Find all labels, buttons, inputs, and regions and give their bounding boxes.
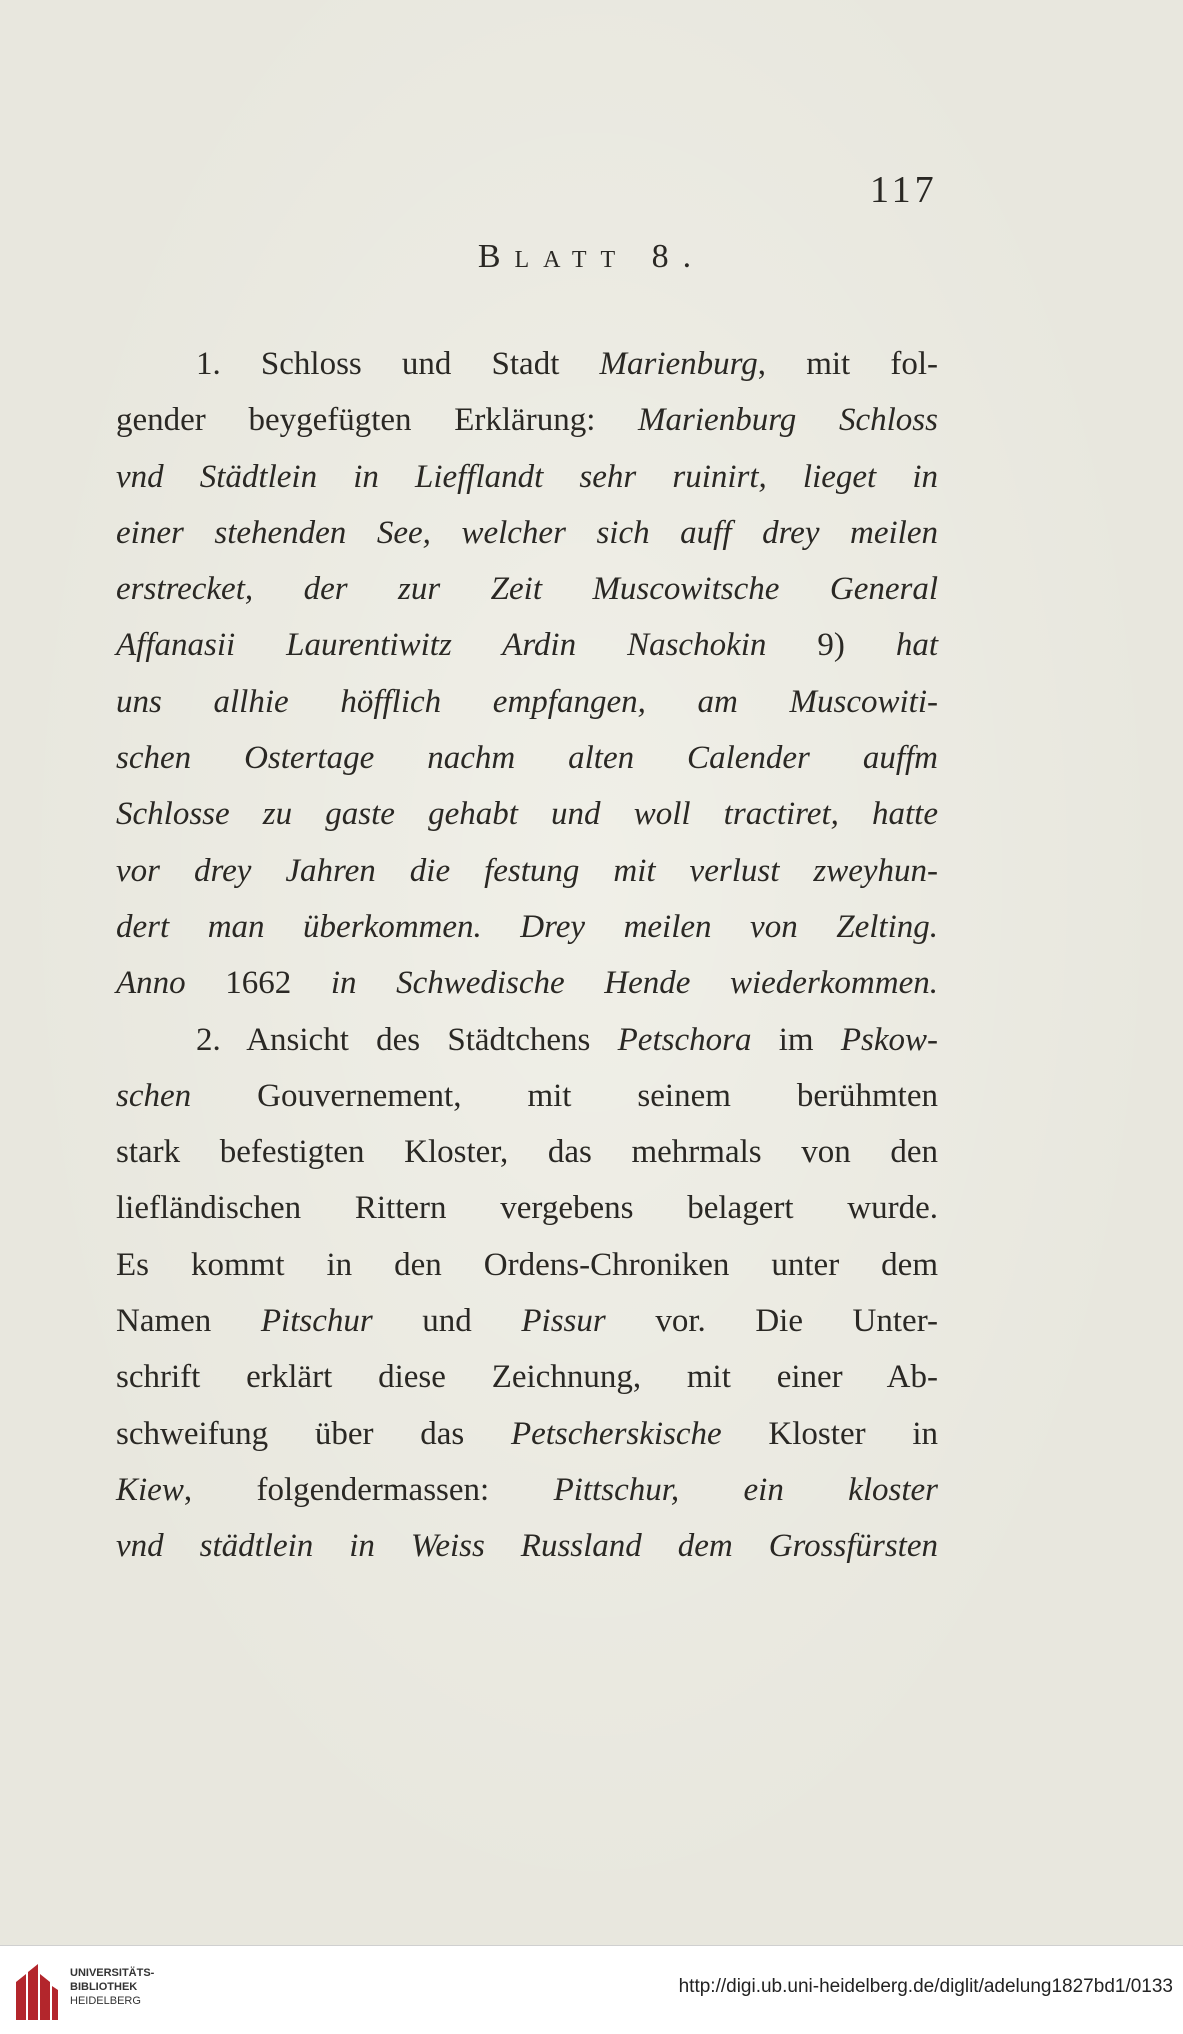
roman-text: gender beygefügten Erklärung: <box>116 402 639 439</box>
roman-text: schweifung über das <box>116 1415 511 1452</box>
italic-text: hat <box>895 627 938 664</box>
italic-text: Petscherskische <box>510 1415 722 1452</box>
text-line <box>116 336 938 392</box>
footer-bar <box>0 1945 1183 2034</box>
italic-text: Affanasii Laurentiwitz Ardin Naschokin <box>116 627 818 664</box>
text-line <box>116 955 938 1011</box>
text-line <box>116 617 938 673</box>
roman-text: , folgendermassen: <box>183 1471 554 1508</box>
library-name <box>70 1966 154 2008</box>
roman-text: liefländischen Rittern vergebens belagert wurde. <box>116 1190 938 1227</box>
text-line <box>116 1293 938 1349</box>
italic-text: Marienburg <box>599 346 758 382</box>
roman-text: 9) <box>817 627 896 664</box>
text-line <box>116 1012 938 1068</box>
text-line <box>116 899 938 955</box>
text-line <box>116 505 938 561</box>
text-line <box>116 1406 938 1462</box>
text-line <box>116 561 938 617</box>
italic-text: Petschora <box>617 1021 752 1058</box>
italic-text: schen <box>116 1077 192 1114</box>
section-heading: Blatt 8. <box>477 238 706 275</box>
italic-text: Schlosse zu gaste gehabt und woll tractiret, hatte <box>116 796 938 833</box>
italic-text: vnd städtlein in Weiss Russland dem Grossfürsten <box>116 1528 938 1565</box>
italic-text: Pittschur, ein kloster <box>553 1471 938 1508</box>
library-name-line1: UNIVERSITÄTS- <box>70 1967 155 1979</box>
text-line <box>116 843 938 899</box>
italic-text: einer stehenden See, welcher sich auff drey meilen <box>116 514 938 551</box>
roman-text: Es kommt in den Ordens-Chroniken unter dem <box>116 1246 938 1283</box>
roman-text: vor. Die Unter- <box>605 1303 939 1340</box>
text-line <box>116 1124 938 1180</box>
roman-text: stark befestigten Kloster, das mehrmals von den <box>116 1134 938 1171</box>
italic-text: vnd Städtlein in Liefflandt sehr ruinirt, lieget in <box>116 458 938 495</box>
text-line <box>116 1518 938 1574</box>
italic-text: Pissur <box>521 1303 606 1340</box>
roman-text: 1. Schloss und Stadt <box>196 346 600 382</box>
italic-text: Marienburg Schloss <box>638 402 938 439</box>
italic-text: Anno <box>116 965 226 1002</box>
roman-text: 2. Ansicht des Städtchens <box>196 1021 618 1058</box>
italic-text: in Schwedische Hende wiederkommen. <box>330 965 938 1002</box>
roman-text: Gouvernement, mit seinem berühmten <box>191 1077 938 1114</box>
roman-text: Namen <box>116 1303 261 1340</box>
text-line <box>116 1068 938 1124</box>
text-line <box>116 674 938 730</box>
text-line <box>116 392 938 448</box>
roman-text: Kloster in <box>721 1415 938 1452</box>
source-url-link[interactable]: http://digi.ub.uni-heidelberg.de/diglit/adelung1827bd1/0133 <box>678 1976 1173 1997</box>
italic-text: Kiew <box>116 1471 184 1508</box>
italic-text: erstrecket, der zur Zeit Muscowitsche General <box>116 571 938 608</box>
text-line <box>116 730 938 786</box>
library-name-line3: HEIDELBERG <box>70 1995 141 2007</box>
text-line <box>116 1462 938 1518</box>
italic-text: Pitschur <box>260 1303 373 1340</box>
text-line <box>116 1237 938 1293</box>
text-line <box>116 449 938 505</box>
library-name-line2: BIBLIOTHEK <box>70 1981 138 1993</box>
roman-text: 1662 <box>225 965 331 1002</box>
page-number: 117 <box>870 169 938 211</box>
italic-text: uns allhie höfflich empfangen, am Muscowiti- <box>116 683 938 720</box>
italic-text: Pskow- <box>840 1021 938 1058</box>
italic-text: vor drey Jahren die festung mit verlust zweyhun- <box>116 852 938 889</box>
roman-text: schrift erklärt diese Zeichnung, mit einer Ab- <box>116 1359 938 1396</box>
text-line <box>116 786 938 842</box>
text-line <box>116 1349 938 1405</box>
roman-text: , mit fol- <box>757 346 938 382</box>
roman-text: und <box>372 1303 522 1340</box>
roman-text: im <box>751 1021 841 1058</box>
university-logo-icon[interactable] <box>12 1960 62 2022</box>
italic-text: schen Ostertage nachm alten Calender auffm <box>116 740 938 777</box>
body-text <box>116 336 938 1575</box>
italic-text: dert man überkommen. Drey meilen von Zelting. <box>116 908 938 945</box>
text-line <box>116 1180 938 1236</box>
